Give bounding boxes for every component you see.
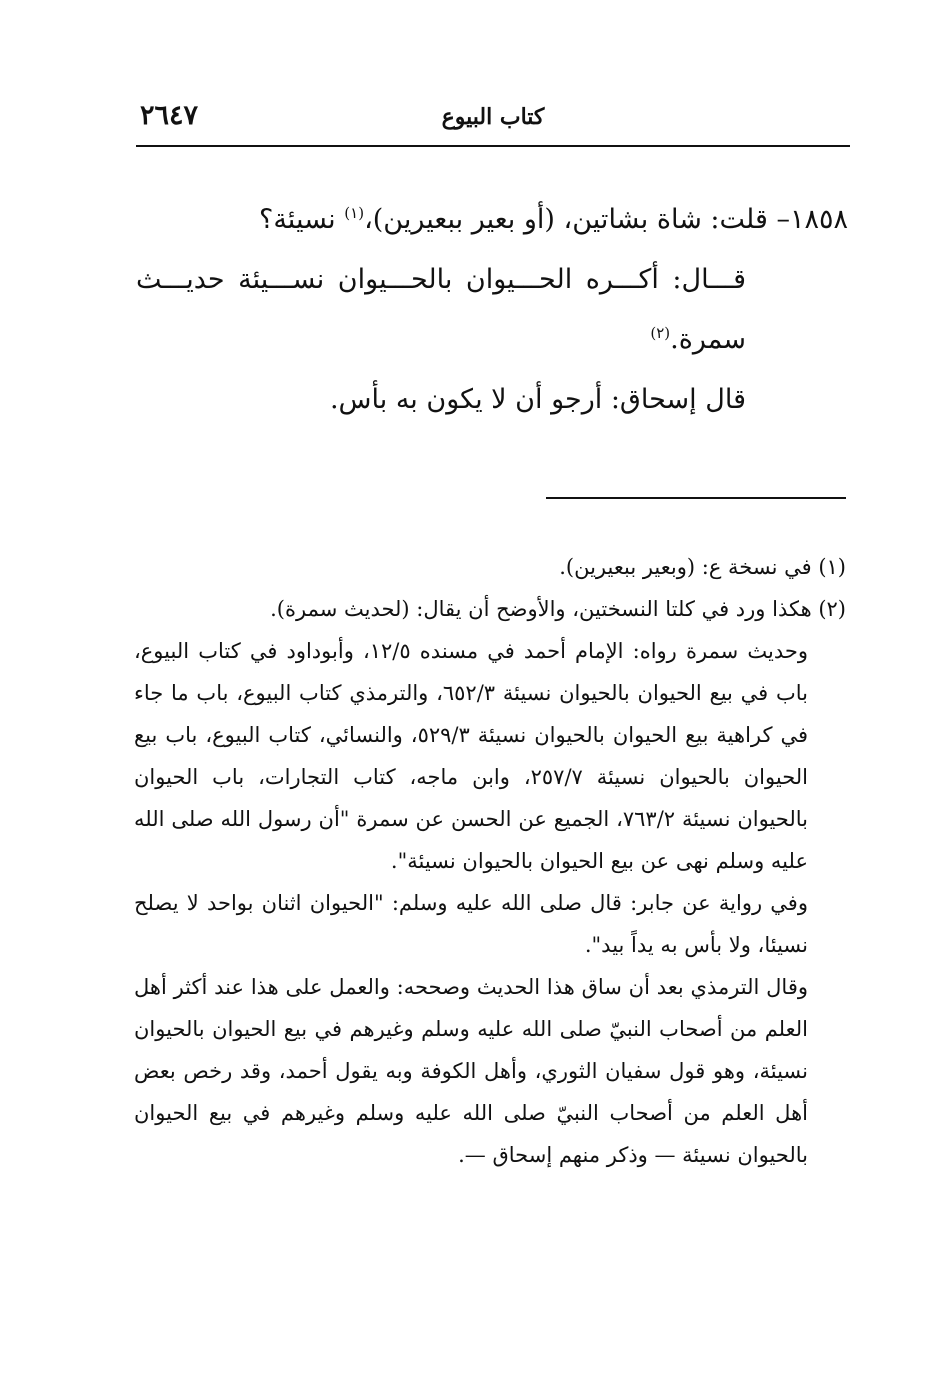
footnote-2-paragraph-2: وفي رواية عن جابر: قال صلى الله عليه وسلم: "الحيوان اثنان بواحد لا يصلح نسيئا، ولا بأس به يداً بيد". (134, 891, 808, 957)
answer-text-end: سمرة. (670, 324, 746, 355)
ishaq-paragraph: قال إسحاق: أرجو أن لا يكون به بأس. (329, 384, 746, 415)
question-text-end: نسيئة؟ (258, 204, 336, 235)
question-paragraph (136, 190, 848, 250)
running-title: كتاب البيوع (441, 104, 545, 130)
answer-line-1: قـــال: أكـــره الحـــيوان بالحـــيوان نســـيئة حديـــث (136, 264, 746, 295)
question-number: ١٨٥٨– (776, 204, 848, 235)
footnote-2-paragraph-1: وحديث سمرة رواه: الإمام أحمد في مسنده ١٢/٥، وأبوداود في كتاب البيوع، باب في بيع الحيوان بالحيوان نسيئة ٦٥٢/٣، والترمذي كتاب البيوع، باب ما جاء في كراهية بيع الحيوان بالحيوان نسيئة ٥٢٩/٣، والنسائي، كتاب البيوع، باب بيع الحيوان بالحيوان نسيئة ٢٥٧/٧، وابن ماجه، كتاب التجارات، باب الحيوان بالحيوان نسيئة ٧٦٣/٢، الجميع عن الحسن عن سمرة "أن رسول الله صلى الله عليه وسلم نهى عن بيع الحيوان بالحيوان نسيئة". (134, 639, 809, 873)
footnote-2: (٢) هكذا ورد في كلتا النسختين، والأوضح أن يقال: (لحديث سمرة). (270, 597, 846, 621)
footnote-2-paragraph-3: وقال الترمذي بعد أن ساق هذا الحديث وصححه: والعمل على هذا عند أكثر أهل العلم من أصحاب النبيّ صلى الله عليه وسلم وغيرهم في بيع الحيوان بالحيوان نسيئة، وهو قول سفيان الثوري، وأهل الكوفة وبه يقول أحمد، وقد رخص بعض أهل العلم من أصحاب النبيّ صلى الله عليه وسلم وغيرهم في بيع الحيوان بالحيوان نسيئة — وذكر منهم إسحاق —. (134, 975, 808, 1167)
header-rule (136, 145, 850, 147)
footnote-ref-1: (١) (344, 204, 365, 222)
answer-line-2 (136, 310, 848, 370)
page-number: ٢٦٤٧ (140, 100, 199, 131)
main-text (136, 190, 848, 430)
footnote-ref-2: (٢) (650, 324, 671, 342)
question-text: قلت: شاة بشاتين، (أو بعير ببعيرين)، (364, 204, 768, 235)
footnotes (134, 546, 846, 1176)
footnote-1: (١) في نسخة ع: (وبعير ببعيرين). (559, 555, 846, 579)
page-header (136, 100, 850, 142)
footnote-separator (546, 497, 846, 499)
